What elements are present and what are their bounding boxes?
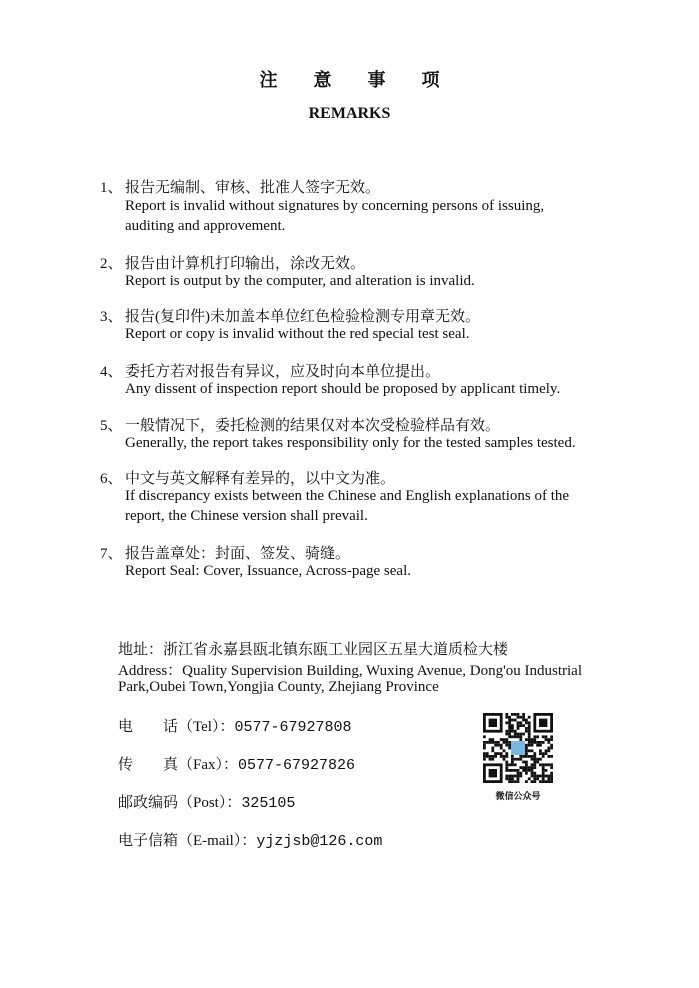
remark-en: Generally, the report takes responsibility only for the tested samples tested. — [125, 435, 576, 451]
remark-number: 4、 — [100, 364, 123, 380]
title-char: 事 — [367, 70, 386, 90]
remark-number: 5、 — [100, 418, 123, 434]
remark-en: auditing and approvement. — [125, 218, 286, 234]
remark-en: Report is invalid without signatures by concerning persons of issuing, — [125, 198, 545, 214]
tel-value: 0577-67927808 — [234, 719, 352, 736]
fax-label-a: 传 — [118, 757, 134, 773]
fax-row — [163, 753, 355, 774]
tel-row — [163, 715, 351, 736]
remark-en: If discrepancy exists between the Chinese and English explanations of the — [125, 488, 570, 504]
remark-cn: 报告(复印件)未加盖本单位红色检验检测专用章无效。 — [125, 309, 480, 325]
post-value: 325105 — [241, 795, 296, 812]
title-char: 注 — [259, 70, 278, 90]
remark-cn: 报告由计算机打印输出，涂改无效。 — [125, 256, 366, 272]
remark-cn: 一般情况下，委托检测的结果仅对本次受检验样品有效。 — [125, 418, 501, 434]
remark-en: Report or copy is invalid without the red special test seal. — [125, 326, 470, 342]
qr-code-icon — [483, 713, 553, 783]
email-row — [118, 829, 382, 850]
remark-cn: 中文与英文解释有差异的，以中文为准。 — [125, 471, 396, 487]
address-cn: 地址：浙江省永嘉县瓯北镇东瓯工业园区五星大道质检大楼 — [118, 642, 509, 658]
page-subtitle: REMARKS — [308, 105, 391, 122]
email-value: yjzjsb@126.com — [256, 833, 383, 850]
page-title — [0, 66, 699, 92]
remark-en: Any dissent of inspection report should be proposed by applicant timely. — [125, 381, 561, 397]
fax-label: 真（Fax）： — [163, 757, 239, 773]
remark-cn: 委托方若对报告有异议，应及时向本单位提出。 — [125, 364, 441, 380]
remark-en: Report Seal: Cover, Issuance, Across-page seal. — [125, 563, 411, 579]
remark-number: 1、 — [100, 180, 123, 196]
address-en-line: Address：Quality Supervision Building, Wuxing Avenue, Dong'ou Industrial — [118, 663, 583, 679]
tel-label: 话（Tel）： — [163, 719, 235, 735]
remark-number: 6、 — [100, 471, 123, 487]
fax-value: 0577-67927826 — [238, 757, 356, 774]
title-char: 意 — [313, 70, 332, 90]
remark-cn: 报告无编制、审核、批准人签字无效。 — [125, 180, 381, 196]
remark-en: report, the Chinese version shall prevail. — [125, 508, 368, 524]
tel-label-a: 电 — [118, 719, 134, 735]
remark-number: 2、 — [100, 256, 123, 272]
qr-caption: 微信公众号 — [495, 792, 541, 802]
email-label: 电子信箱（E-mail）： — [118, 833, 257, 849]
post-label: 邮政编码（Post）： — [118, 795, 242, 811]
post-row — [118, 791, 295, 812]
address-en-line: Park,Oubei Town,Yongjia County, Zhejiang Province — [118, 679, 439, 695]
remark-en: Report is output by the computer, and alteration is invalid. — [125, 273, 475, 289]
remark-number: 3、 — [100, 309, 123, 325]
remark-number: 7、 — [100, 546, 123, 562]
remark-cn: 报告盖章处：封面、签发、骑缝。 — [125, 546, 351, 562]
title-char: 项 — [421, 70, 440, 90]
